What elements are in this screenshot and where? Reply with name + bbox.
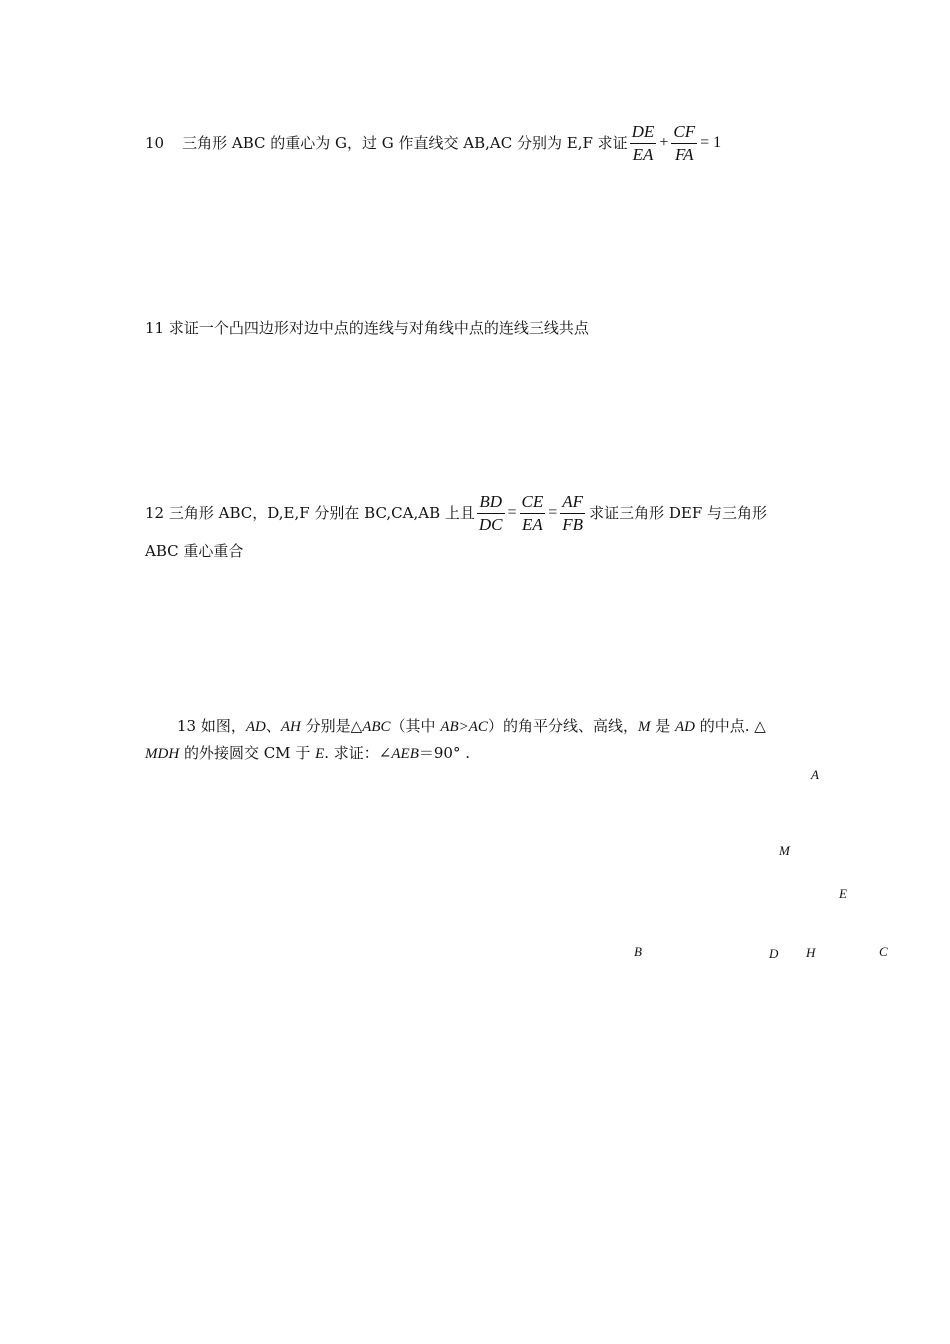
- figure-label-d: D: [769, 946, 779, 961]
- fraction-af-fb: [560, 491, 585, 536]
- fraction-denominator: EA: [520, 513, 546, 536]
- text: 的中点. △: [695, 717, 766, 735]
- problem-12-line-2: ABC 重心重合: [145, 542, 244, 560]
- text: 分别是△: [300, 717, 363, 735]
- segment-ad: AD: [245, 719, 266, 735]
- triangle-mdh: MDH: [145, 746, 180, 762]
- fraction-denominator: DC: [478, 514, 503, 534]
- fraction-numerator: DE: [631, 121, 655, 141]
- problem-11: 11 求证一个凸四边形对边中点的连线与对角线中点的连线三线共点: [145, 319, 589, 337]
- text: 的外接圆交 CM 于: [179, 744, 316, 762]
- fraction-numerator: BD: [479, 491, 503, 511]
- fraction-denominator: EA: [630, 143, 657, 166]
- point-m: M: [637, 719, 651, 735]
- fraction-bd-dc: [477, 491, 505, 536]
- problem-12: [145, 490, 767, 536]
- fraction-denominator: FB: [562, 514, 584, 534]
- problem-10-number: 10: [145, 134, 165, 152]
- figure-label-e: E: [839, 886, 847, 901]
- point-e: E: [315, 746, 325, 762]
- segment-ah: AH: [280, 719, 301, 735]
- angle-aeb: AEB: [391, 746, 419, 762]
- text: 13 如图，: [177, 717, 246, 735]
- triangle-abc: ABC: [362, 719, 391, 735]
- text: ＝90° .: [418, 744, 470, 762]
- figure-label-b: B: [634, 944, 642, 959]
- plus-sign: +: [659, 134, 669, 151]
- text: ）的角平分线、高线，: [487, 717, 638, 735]
- figure-label-c: C: [879, 944, 888, 959]
- figure-label-a: A: [811, 767, 819, 782]
- text: 是: [650, 717, 675, 735]
- fraction-denominator: FA: [671, 143, 697, 166]
- problem-12-prefix: 12 三角形 ABC，D,E,F 分别在 BC,CA,AB 上且: [145, 504, 475, 522]
- text: （其中: [390, 717, 441, 735]
- fraction-numerator: CF: [673, 121, 696, 141]
- fraction-de-ea: [630, 121, 657, 166]
- text: 、: [265, 717, 281, 735]
- problem-10: [145, 120, 722, 166]
- figure-label-h: H: [806, 945, 816, 960]
- fraction-numerator: AF: [562, 491, 584, 511]
- fraction-numerator: CE: [521, 491, 544, 511]
- segment-ad: AD: [675, 719, 695, 735]
- text: . 求证：∠: [324, 744, 392, 762]
- figure-label-m: M: [779, 843, 790, 858]
- equals-one: = 1: [700, 134, 722, 151]
- condition: AB>AC: [440, 719, 488, 735]
- fraction-cf-fa: [671, 121, 697, 166]
- problem-10-text: 三角形 ABC 的重心为 G，过 G 作直线交 AB,AC 分别为 E,F 求证: [182, 134, 628, 152]
- fraction-ce-ea: [520, 491, 546, 536]
- equals-sign: =: [507, 504, 517, 521]
- equals-sign: =: [548, 504, 558, 521]
- problem-13-line-1: [177, 716, 766, 737]
- problem-12-suffix: 求证三角形 DEF 与三角形: [589, 504, 767, 522]
- problem-13-line-2: [145, 743, 470, 764]
